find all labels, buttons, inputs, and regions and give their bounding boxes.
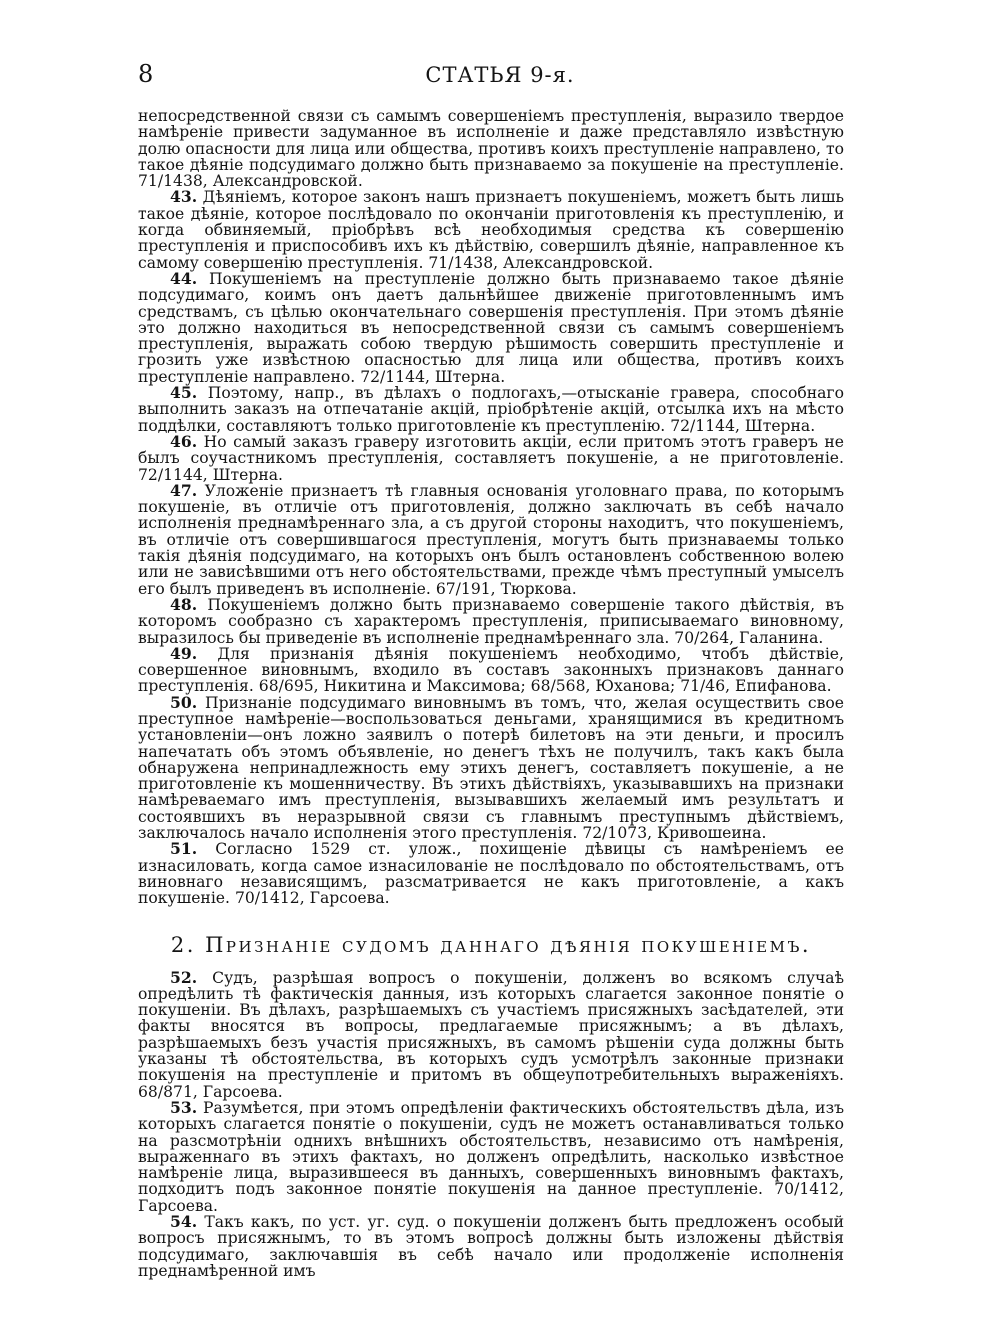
paragraph-52 (138, 967, 845, 1101)
paragraph-text: Согласно 1529 ст. улож., похищеніе дѣвицы съ намѣреніемъ ее изнасиловать, когда самое изнасилованіе не послѣдовало по обстоятельствамъ, отъ виновнаго независящимъ, разсматривается не какъ приготовленіе, а какъ покушеніе. 70/1412, Гарсоева. (138, 840, 844, 908)
paragraph-text: Признаніе подсудимаго виновнымъ въ томъ, что, желая осуществить свое преступное намѣреніе—воспользоваться деньгами, хранящимися въ кредитномъ установленіи—онъ ложно заявилъ о потерѣ билетовъ на эти деньги, и просилъ напечатать объ этомъ объявленіе, но денегъ тѣхъ не получилъ, такъ какъ была обнаружена непринадлежность ему этихъ денегъ, составляетъ покушеніе, а не приготовленіе къ мошенничеству. Въ этихъ дѣйствіяхъ, указывавшихъ на признаки намѣреваемаго имъ преступленія, вызывавшихъ желаемый имъ результатъ и состоявшихъ въ неразрывной связи съ главнымъ преступнымъ дѣйствіемъ, заключалось начало исполненія этого преступленія. 72/1073, Кривошеина. (138, 693, 844, 843)
paragraph-text: Покушеніемъ на преступленіе должно быть признаваемо такое дѣяніе подсудимаго, коимъ онъ даетъ дальнѣйшее движеніе приготовленнымъ имъ средствамъ, съ цѣлью окончательнаго совершенія преступленія. При этомъ дѣяніе это должно находиться въ непосредственной связи съ самымъ совершеніемъ преступленія, выражать собою твердую рѣшимость совершить преступленіе и грозить уже извѣстною опасностью для лица или общества, противъ коихъ преступленіе направлено. 72/1144, Штерна. (138, 269, 844, 386)
page-body (138, 108, 844, 1279)
running-title: СТАТЬЯ 9-я. (425, 63, 575, 87)
paragraph-number: 54. (170, 1212, 198, 1231)
paragraph-43 (138, 189, 844, 270)
intro-paragraph: непосредственной связи съ самымъ совершеніемъ преступленія, выразило твердое намѣреніе привести задуманное въ исполненіе и даже представляло извѣстную долю опасности для лица или общества, противъ коихъ преступленіе направлено, то такое дѣяніе подсудимаго должно быть признаваемо за покушеніе на преступленіе. 71/1438, Александровской. (138, 107, 844, 191)
paragraph-49 (138, 643, 844, 696)
paragraph-44 (138, 268, 844, 386)
paragraph-48 (138, 594, 844, 647)
paragraph-text: Но самый заказъ граверу изготовить акціи, если притомъ этотъ граверъ не былъ соучастникомъ преступленія, составляетъ покушеніе, а не приготовленіе. 72/1144, Штерна. (138, 432, 844, 484)
paragraph-number: 50. (170, 692, 198, 712)
paragraph-text: Такъ какъ, по уст. уг. суд. о покушеніи долженъ быть предложенъ особый вопросъ присяжнымъ, то въ этомъ вопросѣ должны быть изложены дѣйствія подсудимаго, заключавшія въ себѣ начало или продолженіе исполненія преднамѣренной имъ (138, 1213, 844, 1280)
paragraph-50 (138, 692, 844, 843)
paragraph-53 (138, 1097, 844, 1215)
paragraph-number: 44. (170, 268, 198, 288)
paragraph-number: 51. (170, 839, 198, 859)
paragraph-text: Разумѣется, при этомъ опредѣленіи фактическихъ обстоятельствъ дѣла, изъ которыхъ слагается понятіе о покушеніи, судъ не можетъ останавливаться только на разсмотрѣніи однихъ внѣшнихъ обстоятельствъ, независимо отъ намѣренія, выраженнаго въ этихъ фактахъ, но долженъ опредѣлить, насколько извѣстное намѣреніе лица, выразившееся въ данныхъ, совершенныхъ виновнымъ фактахъ, подходитъ подъ законное понятіе покушенія на данное преступленіе. 70/1412, Гарсоева. (138, 1098, 844, 1215)
paragraph-text: Уложеніе признаетъ тѣ главныя основанія уголовнаго права, по которымъ покушеніе, въ отличіе отъ приготовленія, должно заключать въ себѣ начало исполненія преднамѣреннаго зла, а съ другой стороны находитъ, что покушеніемъ, въ отличіе отъ совершившагося преступленія, могутъ быть признаваемы только такія дѣянія подсудимаго, на которыхъ онъ былъ остановленъ собственною волею или не зависѣвшими отъ него обстоятельствами, прежде чѣмъ преступный умыселъ его былъ приведенъ въ исполненіе. 67/191, Тюркова. (138, 481, 844, 598)
paragraph-45 (138, 385, 844, 434)
section-heading: 2. Признаніе судомъ даннаго дѣянія покушеніемъ. (170, 932, 812, 957)
page-number: 8 (138, 60, 154, 88)
paragraph-text: Судъ, разрѣшая вопросъ о покушеніи, долженъ во всякомъ случаѣ опредѣлить тѣ фактическія данныя, изъ которыхъ слагается законное понятіе о покушеніи. Въ дѣлахъ, разрѣшаемыхъ съ участіемъ присяжныхъ засѣдателей, эти факты вносятся въ вопросы, предлагаемые присяжнымъ; а въ дѣлахъ, разрѣшаемыхъ безъ участія присяжныхъ, въ самомъ рѣшеніи суда должны быть указаны тѣ обстоятельства, въ которыхъ судъ усмотрѣлъ законные признаки покушенія на преступленіе и притомъ въ общеупотребительныхъ выраженіяхъ. 68/871, Гарсоева. (138, 968, 845, 1101)
paragraph-text: Дѣяніемъ, которое законъ нашъ признаетъ покушеніемъ, можетъ быть лишь такое дѣяніе, которое послѣдовало по окончаніи приготовленія къ преступленію, и когда обвиняемый, пріобрѣвъ всѣ необходимыя средства къ совершенію преступленія и приспособивъ ихъ къ дѣйствію, совершилъ дѣяніе, направленное къ самому совершенію преступленія. 71/1438, Александровской. (138, 188, 844, 272)
paragraph-51 (138, 841, 844, 906)
paragraph-number: 45. (170, 383, 198, 403)
paragraph-number: 53. (170, 1097, 198, 1117)
paragraph-54 (138, 1214, 844, 1279)
paragraph-number: 46. (170, 431, 198, 451)
paragraph-number: 52. (170, 967, 198, 987)
paragraph-number: 49. (170, 643, 198, 663)
paragraph-text: Поэтому, напр., въ дѣлахъ о подлогахъ,—отысканіе гравера, способнаго выполнить заказъ на отпечатаніе акцій, пріобрѣтеніе акцій, отсылка ихъ на мѣсто поддѣлки, составляютъ только приготовленіе къ преступленію. 72/1144, Штерна. (138, 384, 844, 435)
paragraph-number: 43. (170, 187, 198, 207)
paragraph-text: Для признанія дѣянія покушеніемъ необходимо, чтобъ дѣйствіе, совершенное виновнымъ, входило въ составъ законныхъ признаковъ даннаго преступленія. 68/695, Никитина и Максимова; 68/568, Юханова; 71/46, Епифанова. (138, 644, 844, 696)
paragraph-text: Покушеніемъ должно быть признаваемо совершеніе такого дѣйствія, въ которомъ сообразно съ характеромъ преступленія, приписываемаго виновному, выразилось бы приведеніе въ исполненіе преднамѣреннаго зла. 70/264, Галанина. (138, 595, 844, 647)
paragraph-number: 48. (170, 594, 198, 614)
paragraph-46 (138, 431, 844, 484)
paragraph-number: 47. (170, 480, 198, 500)
paragraph-47 (138, 480, 844, 598)
